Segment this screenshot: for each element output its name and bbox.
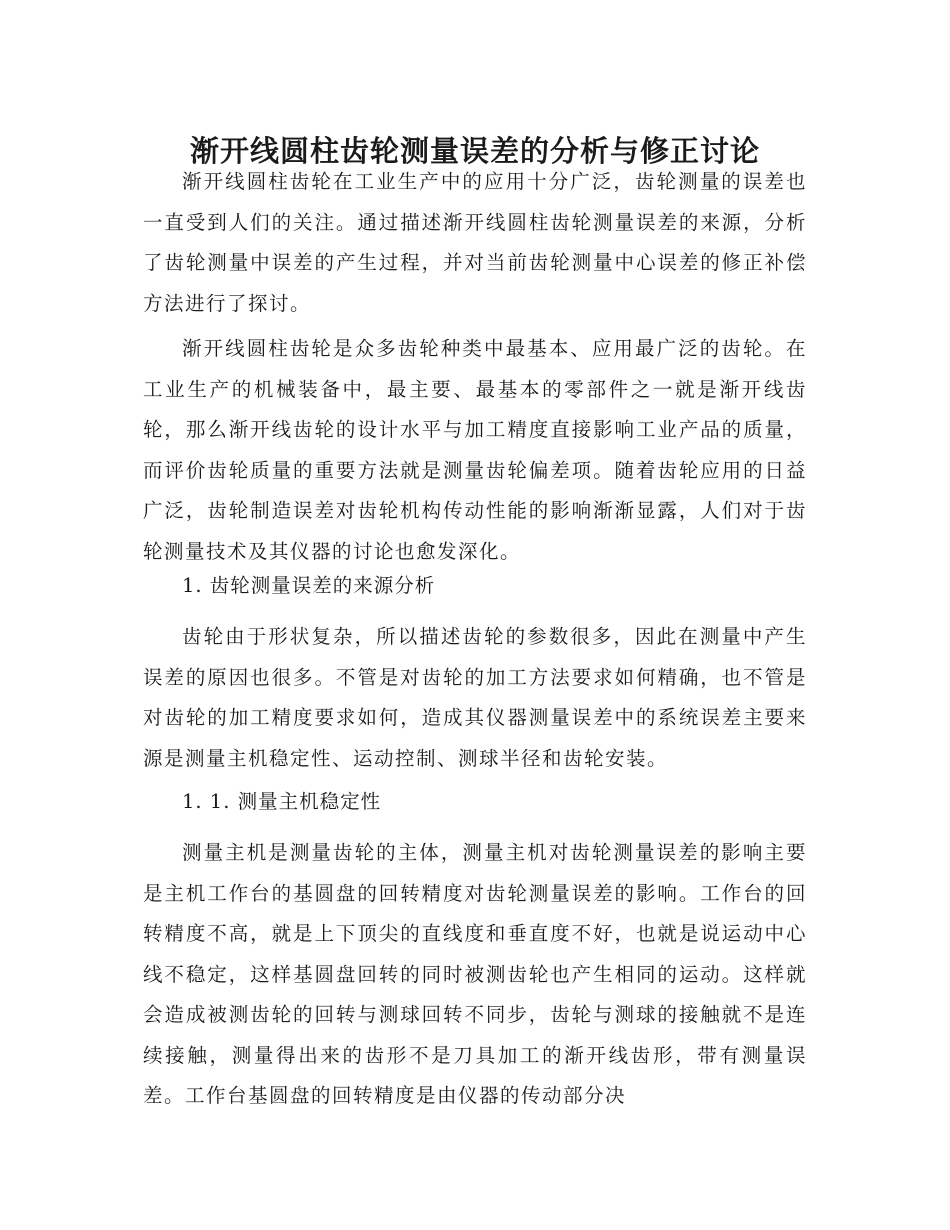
background-paragraph: 渐开线圆柱齿轮是众多齿轮种类中最基本、应用最广泛的齿轮。在工业生产的机械装备中，最主要、最基本的零部件之一就是渐开线齿轮，那么渐开线齿轮的设计水平与加工精度直接影响工业产品的质量，而评价齿轮质量的重要方法就是测量齿轮偏差项。随着齿轮应用的日益广泛，齿轮制造误差对齿轮机构传动性能的影响渐渐显露，人们对于齿轮测量技术及其仪器的讨论也愈发深化。: [143, 337, 807, 563]
section-1-paragraph: 齿轮由于形状复杂，所以描述齿轮的参数很多，因此在测量中产生误差的原因也很多。不管是对齿轮的加工方法要求如何精确，也不管是对齿轮的加工精度要求如何，造成其仪器测量误差中的系统误差主要来源是测量主机稳定性、运动控制、测球半径和齿轮安装。: [143, 625, 807, 770]
section-heading-1-1: 1. 1. 测量主机稳定性: [182, 790, 382, 813]
section-heading-1: 1. 齿轮测量误差的来源分析: [182, 574, 436, 597]
document-title: 渐开线圆柱齿轮测量误差的分析与修正讨论: [189, 134, 760, 169]
intro-paragraph: 渐开线圆柱齿轮在工业生产中的应用十分广泛，齿轮测量的误差也一直受到人们的关注。通过描述渐开线圆柱齿轮测量误差的来源，分析了齿轮测量中误差的产生过程，并对当前齿轮测量中心误差的修正补偿方法进行了探讨。: [143, 170, 807, 315]
section-1-1-paragraph: 测量主机是测量齿轮的主体，测量主机对齿轮测量误差的影响主要是主机工作台的基圆盘的回转精度对齿轮测量误差的影响。工作台的回转精度不高，就是上下顶尖的直线度和垂直度不好，也就是说运动中心线不稳定，这样基圆盘回转的同时被测齿轮也产生相同的运动。这样就会造成被测齿轮的回转与测球回转不同步，齿轮与测球的接触就不是连续接触，测量得出来的齿形不是刀具加工的渐开线齿形，带有测量误差。工作台基圆盘的回转精度是由仪器的传动部分决: [143, 841, 807, 1107]
